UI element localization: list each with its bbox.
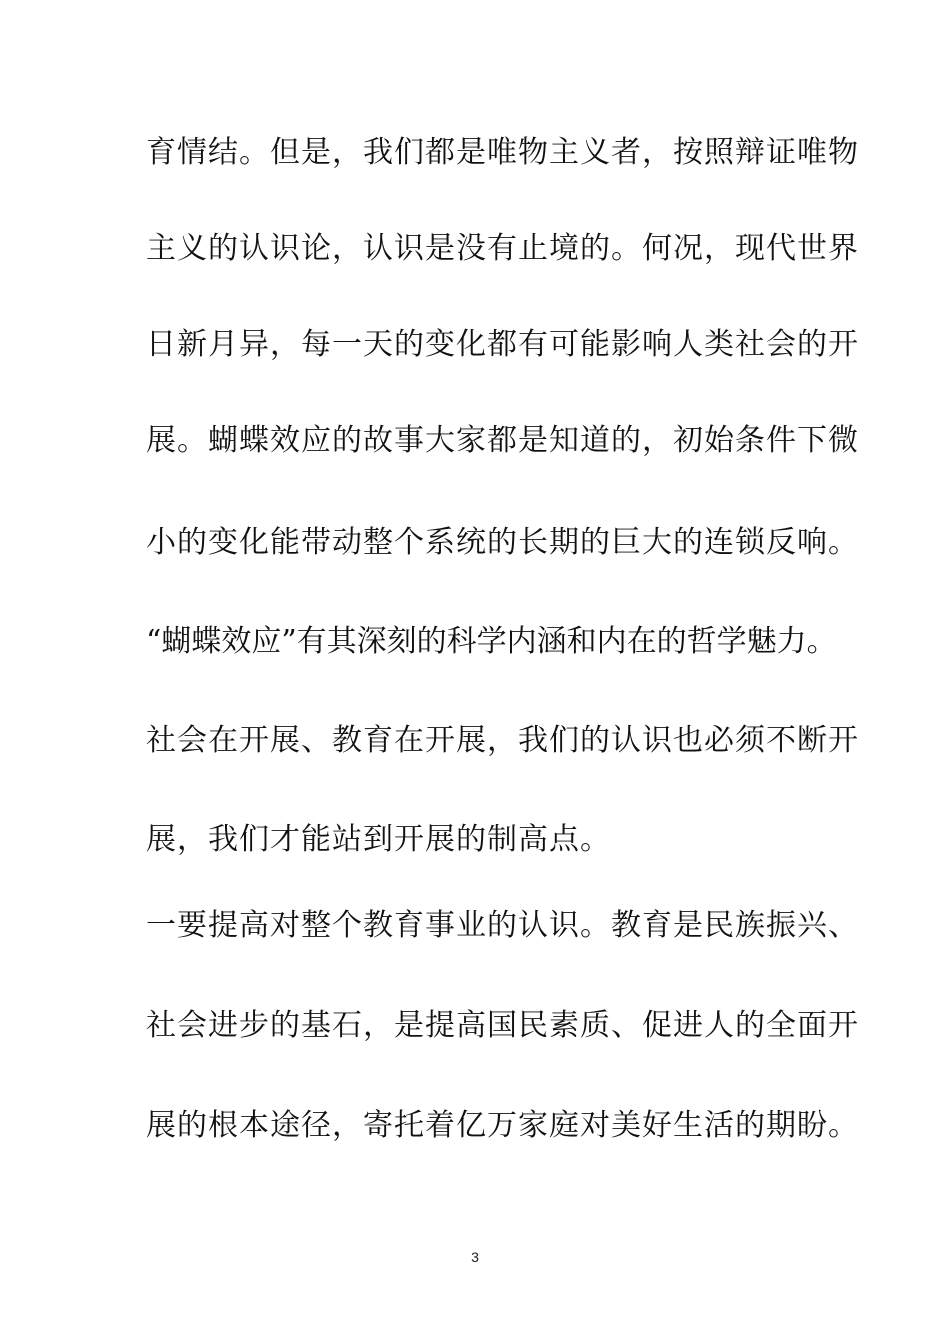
text-line-2: 主义的认识论，认识是没有止境的。何况，现代世界 xyxy=(146,231,859,266)
text-line-11: 展的根本途径，寄托着亿万家庭对美好生活的期盼。 xyxy=(146,1108,859,1143)
text-line-6: “蝴蝶效应”有其深刻的科学内涵和内在的哲学魅力。 xyxy=(146,624,837,659)
text-line-7: 社会在开展、教育在开展，我们的认识也必须不断开 xyxy=(146,723,859,758)
text-line-4: 展。蝴蝶效应的故事大家都是知道的，初始条件下微 xyxy=(146,423,859,458)
text-line-9: 一要提高对整个教育事业的认识。教育是民族振兴、 xyxy=(146,908,859,943)
text-line-3: 日新月异，每一天的变化都有可能影响人类社会的开 xyxy=(146,327,859,362)
page-number: 3 xyxy=(471,1249,479,1265)
text-line-1: 育情结。但是，我们都是唯物主义者，按照辩证唯物 xyxy=(146,135,859,170)
text-line-5: 小的变化能带动整个系统的长期的巨大的连锁反响。 xyxy=(146,525,859,560)
text-line-10: 社会进步的基石，是提高国民素质、促进人的全面开 xyxy=(146,1008,859,1043)
text-line-8: 展，我们才能站到开展的制高点。 xyxy=(146,822,611,857)
